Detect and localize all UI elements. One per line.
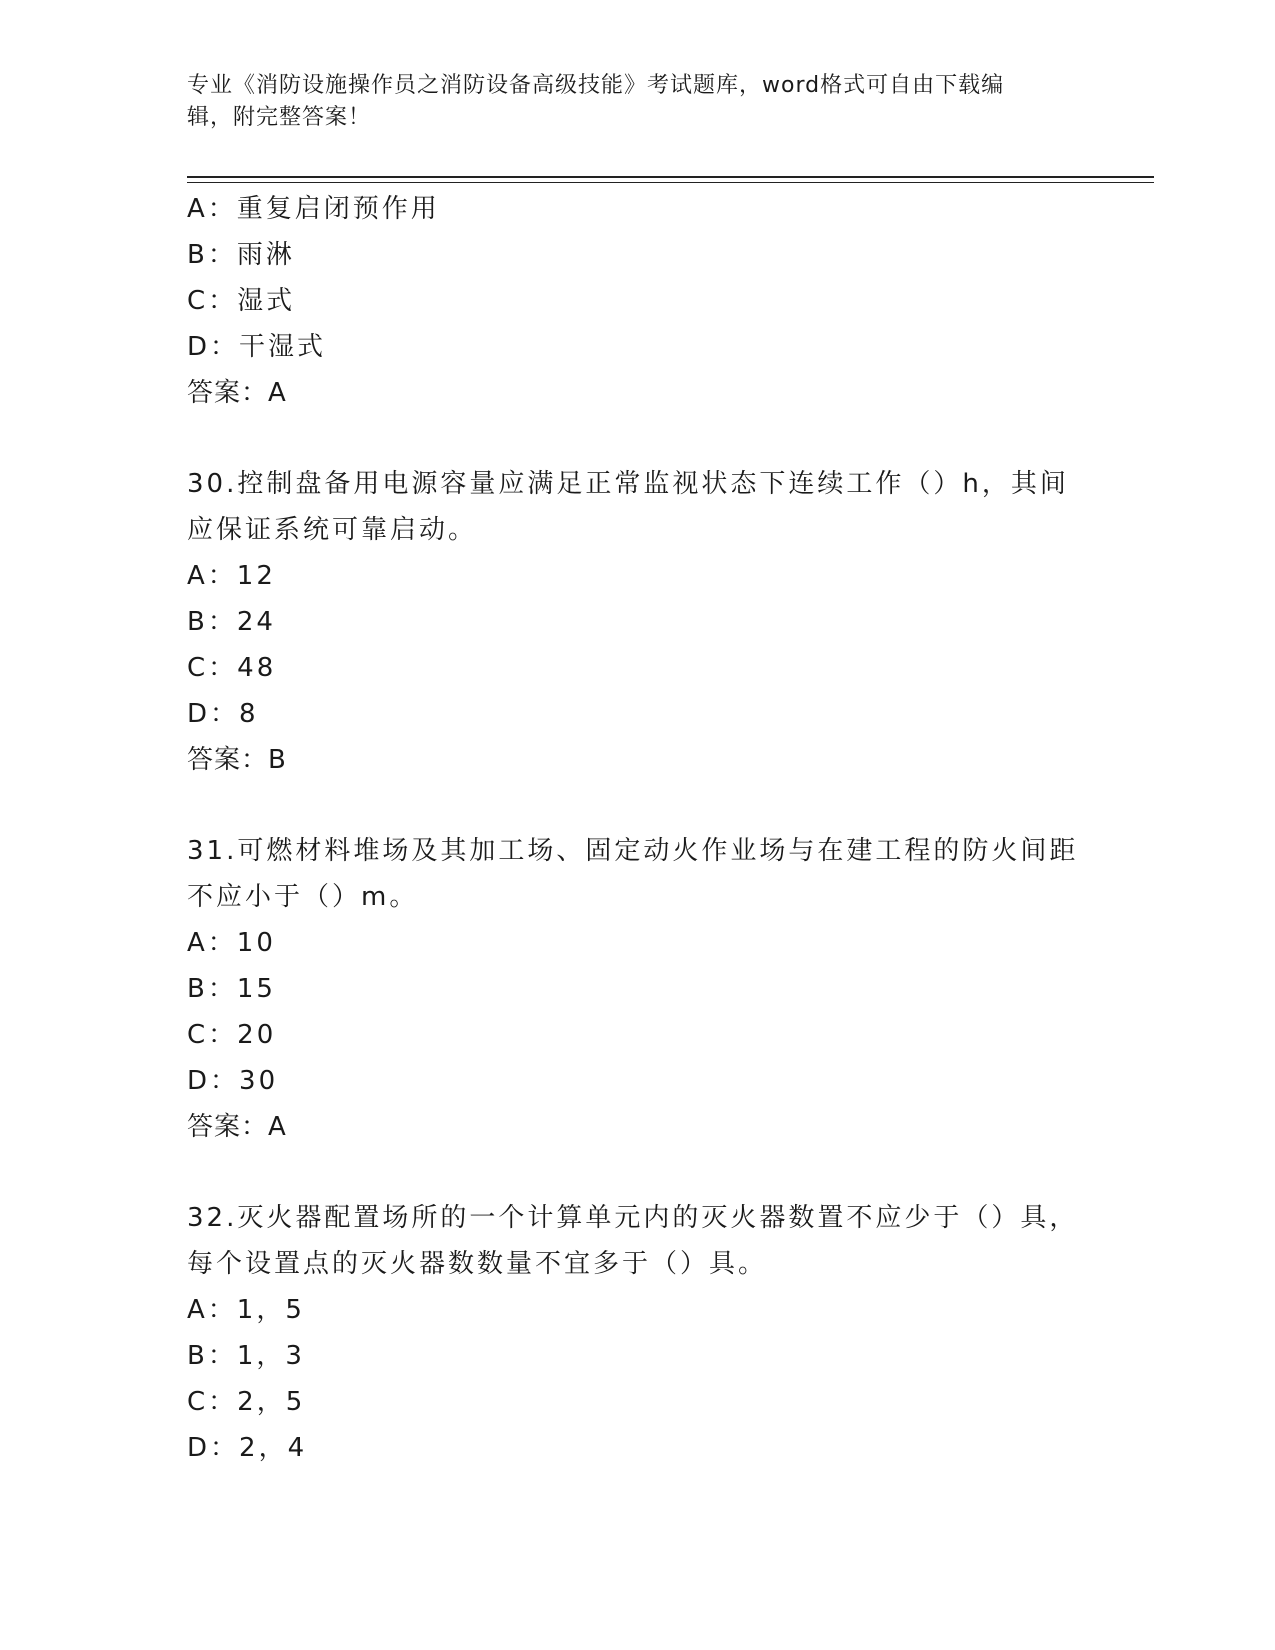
question-stem-line-2: 不应小于（）m。 bbox=[187, 882, 419, 912]
option-c: C：2，5 bbox=[187, 1387, 306, 1417]
question-30-block bbox=[187, 461, 1087, 783]
option-d: D：8 bbox=[187, 699, 259, 729]
option-b: B：雨淋 bbox=[187, 240, 295, 270]
answer-line: 答案：A bbox=[187, 1112, 287, 1142]
question-list bbox=[187, 186, 1087, 1471]
header-divider-thick bbox=[187, 176, 1154, 178]
question-stem-line-1: 30.控制盘备用电源容量应满足正常监视状态下连续工作（）h，其间 bbox=[187, 469, 1069, 499]
option-a: A：1，5 bbox=[187, 1295, 305, 1325]
answer-line: 答案：B bbox=[187, 745, 287, 775]
question-stem-line-2: 应保证系统可靠启动。 bbox=[187, 515, 478, 545]
question-stem-line-1: 31.可燃材料堆场及其加工场、固定动火作业场与在建工程的防火间距 bbox=[187, 836, 1079, 866]
prev-question-block bbox=[187, 186, 1087, 416]
question-31-block bbox=[187, 828, 1087, 1150]
answer-line: 答案：A bbox=[187, 378, 287, 408]
header-line-1: 专业《消防设施操作员之消防设备高级技能》考试题库，word格式可自由下载编 bbox=[187, 73, 1005, 98]
document-header bbox=[187, 70, 1067, 134]
option-a: A：重复启闭预作用 bbox=[187, 194, 440, 224]
option-d: D：干湿式 bbox=[187, 332, 327, 362]
option-d: D：2，4 bbox=[187, 1433, 308, 1463]
spacer bbox=[187, 1150, 1087, 1195]
spacer bbox=[187, 416, 1087, 461]
spacer bbox=[187, 783, 1087, 828]
option-b: B：1，3 bbox=[187, 1341, 305, 1371]
header-divider-thin bbox=[187, 182, 1154, 183]
option-a: A：12 bbox=[187, 561, 276, 591]
question-stem-line-1: 32.灭火器配置场所的一个计算单元内的灭火器数置不应少于（）具， bbox=[187, 1203, 1079, 1233]
header-line-2: 辑，附完整答案！ bbox=[187, 105, 372, 130]
question-32-block bbox=[187, 1195, 1087, 1471]
option-b: B：15 bbox=[187, 974, 276, 1004]
option-a: A：10 bbox=[187, 928, 276, 958]
option-d: D：30 bbox=[187, 1066, 279, 1096]
option-c: C：48 bbox=[187, 653, 277, 683]
option-c: C：20 bbox=[187, 1020, 277, 1050]
option-b: B：24 bbox=[187, 607, 276, 637]
question-stem-line-2: 每个设置点的灭火器数数量不宜多于（）具。 bbox=[187, 1249, 768, 1279]
option-c: C：湿式 bbox=[187, 286, 296, 316]
